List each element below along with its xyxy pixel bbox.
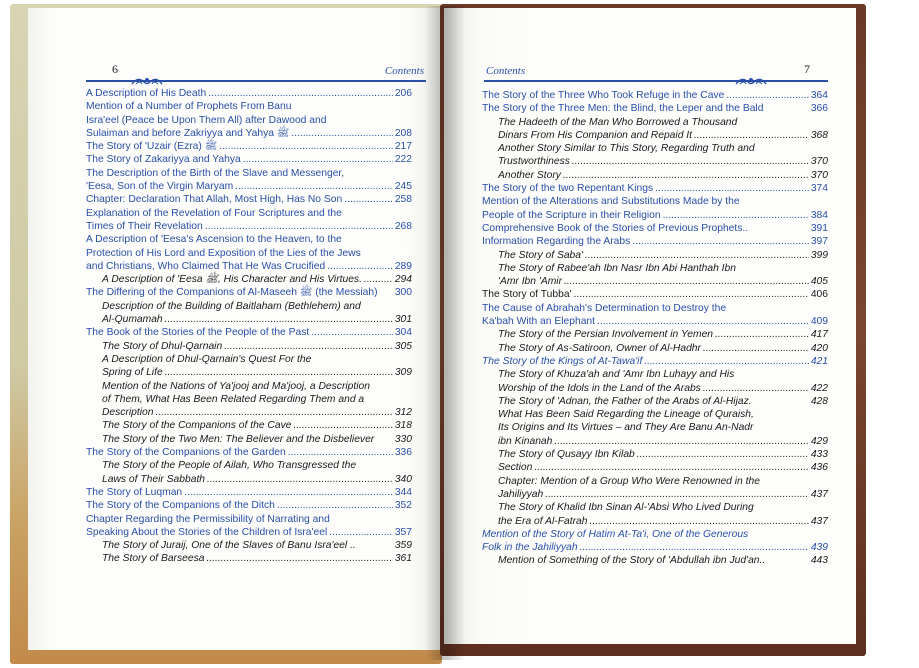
toc-entry — [482, 262, 828, 289]
table-of-contents — [482, 89, 828, 568]
toc-page-number: 304 — [394, 327, 412, 339]
page-number: 6 — [112, 62, 118, 76]
toc-entry-title: The Story of the Persian Involvement in Yemen — [498, 329, 714, 341]
toc-entry-title: The Story of Luqman — [86, 486, 183, 498]
toc-entry-line: Its Origins and Its Virtues – and They Are Banu An-Nadr — [498, 422, 754, 434]
toc-entry-line: The Story of the People of Ailah, Who Transgressed the — [102, 460, 357, 472]
toc-entry-line: The Story of Khuza'ah and 'Amr Ibn Luhayy and His — [498, 369, 735, 381]
toc-page-number: 370 — [810, 169, 828, 181]
toc-entry — [86, 433, 412, 446]
dot-leader — [165, 313, 393, 326]
dot-leader — [207, 473, 393, 486]
toc-entry — [86, 300, 412, 327]
dot-leader — [585, 249, 809, 262]
toc-page-number: 437 — [810, 488, 828, 500]
toc-page-number: 409 — [810, 316, 828, 328]
toc-entry — [86, 100, 412, 140]
toc-page-number: 399 — [810, 249, 828, 261]
dot-leader — [580, 541, 809, 554]
toc-entry — [482, 475, 828, 502]
toc-entry-line: of Them, What Has Been Related Regarding Them and a — [102, 393, 365, 405]
toc-page-number: 433 — [810, 449, 828, 461]
toc-entry-title: A Description of 'Eesa ﷺ, His Character and His Virtues. — [102, 274, 362, 286]
toc-entry-title: Comprehensive Book of the Stories of Previous Prophets.. — [482, 222, 749, 234]
toc-entry — [86, 499, 412, 512]
toc-entry-title: Sulaiman and before Zakriyya and Yahya ﷺ — [86, 127, 290, 139]
toc-page-number: 245 — [394, 181, 412, 193]
toc-entry-title: The Book of the Stories of the People of the Past — [86, 327, 310, 339]
toc-entry — [482, 89, 828, 102]
toc-entry — [482, 235, 828, 248]
toc-page-number: 406 — [810, 289, 828, 301]
toc-entry — [482, 169, 828, 182]
toc-entry — [86, 513, 412, 540]
toc-page-number: 391 — [810, 222, 828, 234]
toc-entry-line: Chapter: Mention of a Group Who Were Renowned in the — [498, 475, 760, 487]
toc-entry — [86, 539, 412, 552]
toc-entry — [86, 273, 412, 286]
dot-leader — [165, 366, 393, 379]
dot-leader — [156, 406, 393, 419]
left-page — [28, 8, 440, 650]
toc-page-number: 436 — [810, 462, 828, 474]
toc-entry-title: The Story of the Companions of the Cave — [102, 420, 292, 432]
toc-entry-line: What Has Been Said Regarding the Lineage of Quraish, — [498, 409, 754, 421]
toc-page-number: 405 — [810, 276, 828, 288]
toc-entry-title: Worship of the Idols in the Land of the Arabs — [498, 382, 701, 394]
dot-leader — [563, 169, 809, 182]
toc-entry — [482, 195, 828, 222]
toc-entry-line: The Hadeeth of the Man Who Borrowed a Thousand — [498, 116, 738, 128]
toc-page-number: 359 — [394, 540, 412, 552]
toc-entry-line: Explanation of the Revelation of Four Scriptures and the — [86, 207, 342, 219]
dot-leader — [715, 328, 809, 341]
toc-entry — [86, 380, 412, 420]
page-number: 7 — [804, 62, 810, 76]
header-title: Contents — [486, 65, 526, 77]
toc-entry-title: the Era of Al-Fatrah — [498, 515, 588, 527]
dot-leader — [726, 89, 809, 102]
dot-leader — [572, 155, 809, 168]
dot-leader — [327, 260, 393, 273]
toc-entry-title: Speaking About the Stories of the Children of Isra'eel — [86, 526, 328, 538]
toc-page-number: 222 — [394, 154, 412, 166]
toc-page-number: 294 — [394, 274, 412, 286]
toc-entry-title: Trustworthiness — [498, 156, 570, 168]
toc-entry-title: The Story of Juraij, One of the Slaves of Banu Isra'eel .. — [102, 540, 356, 552]
dot-leader — [703, 382, 809, 395]
toc-entry-title: The Story of Dhul-Qarnain — [102, 340, 223, 352]
left-page-header — [86, 60, 426, 82]
toc-page-number: 368 — [810, 129, 828, 141]
dot-leader — [184, 486, 393, 499]
toc-entry-title: The Story of Barseesa — [102, 553, 205, 565]
toc-page-number: 366 — [810, 103, 828, 115]
toc-entry-line: Mention of the Nations of Ya'jooj and Ma'jooj, a Description — [102, 380, 370, 392]
dot-leader — [288, 446, 393, 459]
table-of-contents — [86, 87, 412, 566]
right-page-header — [484, 60, 828, 82]
toc-entry — [482, 528, 828, 555]
dot-leader — [663, 209, 809, 222]
toc-entry-title: The Differing of the Companions of Al-Maseeh ﷺ (the Messiah) — [86, 287, 378, 299]
toc-entry — [86, 326, 412, 339]
dot-leader — [554, 435, 808, 448]
toc-entry — [482, 222, 828, 235]
toc-page-number: 309 — [394, 367, 412, 379]
dot-leader — [344, 193, 393, 206]
toc-page-number: 217 — [394, 141, 412, 153]
dot-leader — [311, 326, 393, 339]
toc-page-number: 301 — [394, 314, 412, 326]
toc-entry-title: The Story of Saba' — [498, 249, 583, 261]
toc-entry — [482, 142, 828, 169]
toc-page-number: 305 — [394, 340, 412, 352]
toc-entry-title: The Story of Qusayy Ibn Kilab — [498, 449, 635, 461]
toc-entry — [482, 182, 828, 195]
dot-leader — [644, 355, 809, 368]
toc-entry — [482, 448, 828, 461]
scroll-ornament-icon — [130, 74, 164, 88]
toc-entry — [86, 207, 412, 234]
toc-entry-line: A Description of 'Eesa's Ascension to the Heaven, to the — [86, 234, 342, 246]
book-spine-shadow — [425, 6, 465, 660]
toc-entry-title: Mention of Something of the Story of 'Abdullah ibn Jud'an.. — [498, 555, 766, 567]
toc-page-number: 300 — [394, 287, 412, 299]
toc-entry — [86, 153, 412, 166]
toc-page-number: 268 — [394, 220, 412, 232]
toc-page-number: 422 — [810, 382, 828, 394]
toc-page-number: 421 — [810, 355, 828, 367]
toc-entry-line: Isra'eel (Peace be Upon Them All) after Dawood and — [86, 114, 327, 126]
toc-entry-line: Chapter Regarding the Permissibility of Narrating and — [86, 513, 330, 525]
dot-leader — [293, 419, 392, 432]
toc-entry — [86, 286, 412, 299]
toc-entry-title: The Story of the Companions of the Ditch — [86, 500, 275, 512]
toc-entry-title: 'Eesa, Son of the Virgin Maryam — [86, 181, 234, 193]
toc-entry-title: The Story of the Three Who Took Refuge in the Cave — [482, 90, 725, 101]
toc-page-number: 443 — [810, 555, 828, 567]
toc-entry-title: The Story of As-Satiroon, Owner of Al-Hadhr — [498, 342, 701, 354]
toc-entry-title: A Description of His Death — [86, 88, 207, 99]
toc-entry-title: The Story of the Kings of At-Tawa'if — [482, 355, 643, 367]
toc-entry — [86, 140, 412, 153]
dot-leader — [564, 275, 809, 288]
dot-leader — [219, 140, 393, 153]
dot-leader — [224, 340, 393, 353]
toc-entry-title: People of the Scripture in their Religion — [482, 209, 661, 221]
toc-page-number: 318 — [394, 420, 412, 432]
toc-entry — [482, 116, 828, 143]
toc-entry-title: Section — [498, 462, 533, 474]
toc-page-number: 428 — [810, 395, 828, 407]
toc-entry — [482, 395, 828, 408]
toc-entry-title: The Story of the Two Men: The Believer and the Disbeliever — [102, 433, 375, 445]
toc-entry-title: Another Story — [498, 169, 561, 181]
toc-entry-line: Mention of a Number of Prophets From Banu — [86, 101, 292, 113]
dot-leader — [208, 87, 393, 100]
dot-leader — [235, 180, 393, 193]
toc-entry — [482, 288, 828, 301]
toc-entry-title: The Story of Zakariyya and Yahya — [86, 154, 241, 166]
toc-page-number: 357 — [394, 526, 412, 538]
toc-entry — [482, 102, 828, 115]
dot-leader — [589, 515, 808, 528]
dot-leader — [574, 288, 809, 301]
dot-leader — [597, 315, 809, 328]
toc-page-number: 439 — [810, 542, 828, 554]
toc-entry-line: A Description of Dhul-Qarnain's Quest For the — [102, 353, 312, 365]
toc-entry-line: The Story of Khalid Ibn Sinan Al-'Absi Who Lived During — [498, 502, 754, 514]
toc-page-number: 397 — [810, 236, 828, 248]
dot-leader — [329, 526, 393, 539]
toc-entry-line: The Description of the Birth of the Slave and Messenger, — [86, 167, 345, 179]
toc-entry-title: Ka'bah With an Elephant — [482, 316, 596, 328]
dot-leader — [206, 552, 392, 565]
toc-page-number: 336 — [394, 447, 412, 459]
toc-entry-title: Jahiliyyah — [498, 488, 544, 500]
toc-entry — [86, 459, 412, 486]
toc-entry — [86, 340, 412, 353]
toc-page-number: 340 — [394, 473, 412, 485]
toc-entry-title: and Christians, Who Claimed That He Was Crucified — [86, 260, 326, 272]
toc-entry — [482, 249, 828, 262]
toc-entry-title: The Story of 'Adnan, the Father of the Arabs of Al-Hijaz. — [498, 395, 752, 407]
toc-page-number: 344 — [394, 486, 412, 498]
dot-leader — [243, 153, 393, 166]
dot-leader — [364, 273, 393, 286]
toc-entry-title: 'Amr Ibn 'Amir — [498, 276, 563, 288]
toc-page-number: 429 — [810, 435, 828, 447]
dot-leader — [291, 127, 393, 140]
toc-entry — [86, 446, 412, 459]
scroll-ornament-icon — [734, 74, 768, 88]
toc-entry — [482, 355, 828, 368]
toc-entry — [482, 461, 828, 474]
toc-page-number: 289 — [394, 260, 412, 272]
toc-page-number: 420 — [810, 342, 828, 354]
toc-entry-title: The Story of the two Repentant Kings — [482, 183, 654, 195]
toc-entry — [86, 419, 412, 432]
toc-page-number: 370 — [810, 156, 828, 168]
toc-page-number: 417 — [810, 329, 828, 341]
toc-entry-line: Protection of His Lord and Exposition of the Lies of the Jews — [86, 247, 361, 259]
toc-entry — [86, 552, 412, 565]
toc-entry-title: Description — [102, 407, 154, 419]
toc-page-number: 330 — [394, 433, 412, 445]
toc-entry-title: Dinars From His Companion and Repaid It — [498, 129, 693, 141]
toc-page-number: 384 — [810, 209, 828, 221]
dot-leader — [655, 182, 809, 195]
toc-entry-line: The Cause of Abrahah's Determination to Destroy the — [482, 302, 727, 314]
toc-entry-title: ibn Kinanah — [498, 435, 553, 447]
header-title: Contents — [384, 65, 424, 77]
toc-page-number: 374 — [810, 183, 828, 195]
toc-entry-title: Al-Qumamah — [102, 314, 163, 326]
toc-entry-title: The Story of 'Uzair (Ezra) ﷺ — [86, 141, 218, 153]
toc-page-number: 352 — [394, 500, 412, 512]
toc-entry — [482, 368, 828, 395]
toc-entry-line: The Story of Rabee'ah Ibn Nasr Ibn Abi Hanthah Ibn — [498, 262, 736, 274]
toc-entry-line: Another Story Similar to This Story, Regarding Truth and — [498, 143, 755, 155]
dot-leader — [632, 235, 809, 248]
toc-entry-title: The Story of Tubba' — [482, 289, 572, 301]
right-page — [444, 8, 856, 644]
toc-entry-title: Times of Their Revelation — [86, 220, 203, 232]
toc-page-number: 364 — [810, 90, 828, 101]
toc-entry — [86, 233, 412, 273]
toc-entry-line: Mention of the Story of Hatim At-Ta'i, One of the Generous — [482, 528, 749, 540]
toc-entry — [86, 167, 412, 194]
toc-entry-title: Folk in the Jahiliyyah — [482, 542, 578, 554]
dot-leader — [205, 220, 393, 233]
dot-leader — [637, 448, 809, 461]
toc-entry — [482, 554, 828, 567]
toc-page-number: 208 — [394, 127, 412, 139]
toc-page-number: 206 — [394, 88, 412, 99]
toc-entry — [482, 408, 828, 448]
dot-leader — [694, 129, 809, 142]
dot-leader — [534, 461, 808, 474]
toc-entry — [86, 353, 412, 380]
toc-entry-title: Information Regarding the Arabs — [482, 236, 631, 248]
toc-entry — [86, 193, 412, 206]
toc-page-number: 258 — [394, 194, 412, 206]
dot-leader — [545, 488, 809, 501]
toc-entry — [86, 87, 412, 100]
toc-entry — [482, 342, 828, 355]
toc-entry-line: Mention of the Alterations and Substitutions Made by the — [482, 196, 740, 208]
toc-page-number: 361 — [394, 553, 412, 565]
toc-entry — [482, 501, 828, 528]
toc-entry — [86, 486, 412, 499]
toc-entry — [482, 328, 828, 341]
toc-page-number: 437 — [810, 515, 828, 527]
toc-entry-line: Description of the Building of Baitlaham (Bethlehem) and — [102, 300, 361, 312]
dot-leader — [703, 342, 809, 355]
toc-entry — [482, 302, 828, 329]
toc-entry-title: Laws of Their Sabbath — [102, 473, 206, 485]
dot-leader — [277, 499, 393, 512]
toc-entry-title: Spring of Life — [102, 367, 163, 379]
toc-entry-title: Chapter: Declaration That Allah, Most High, Has No Son — [86, 194, 343, 206]
toc-entry-title: The Story of the Three Men: the Blind, the Leper and the Bald — [482, 103, 764, 115]
toc-entry-title: The Story of the Companions of the Garden — [86, 447, 286, 459]
toc-page-number: 312 — [394, 407, 412, 419]
